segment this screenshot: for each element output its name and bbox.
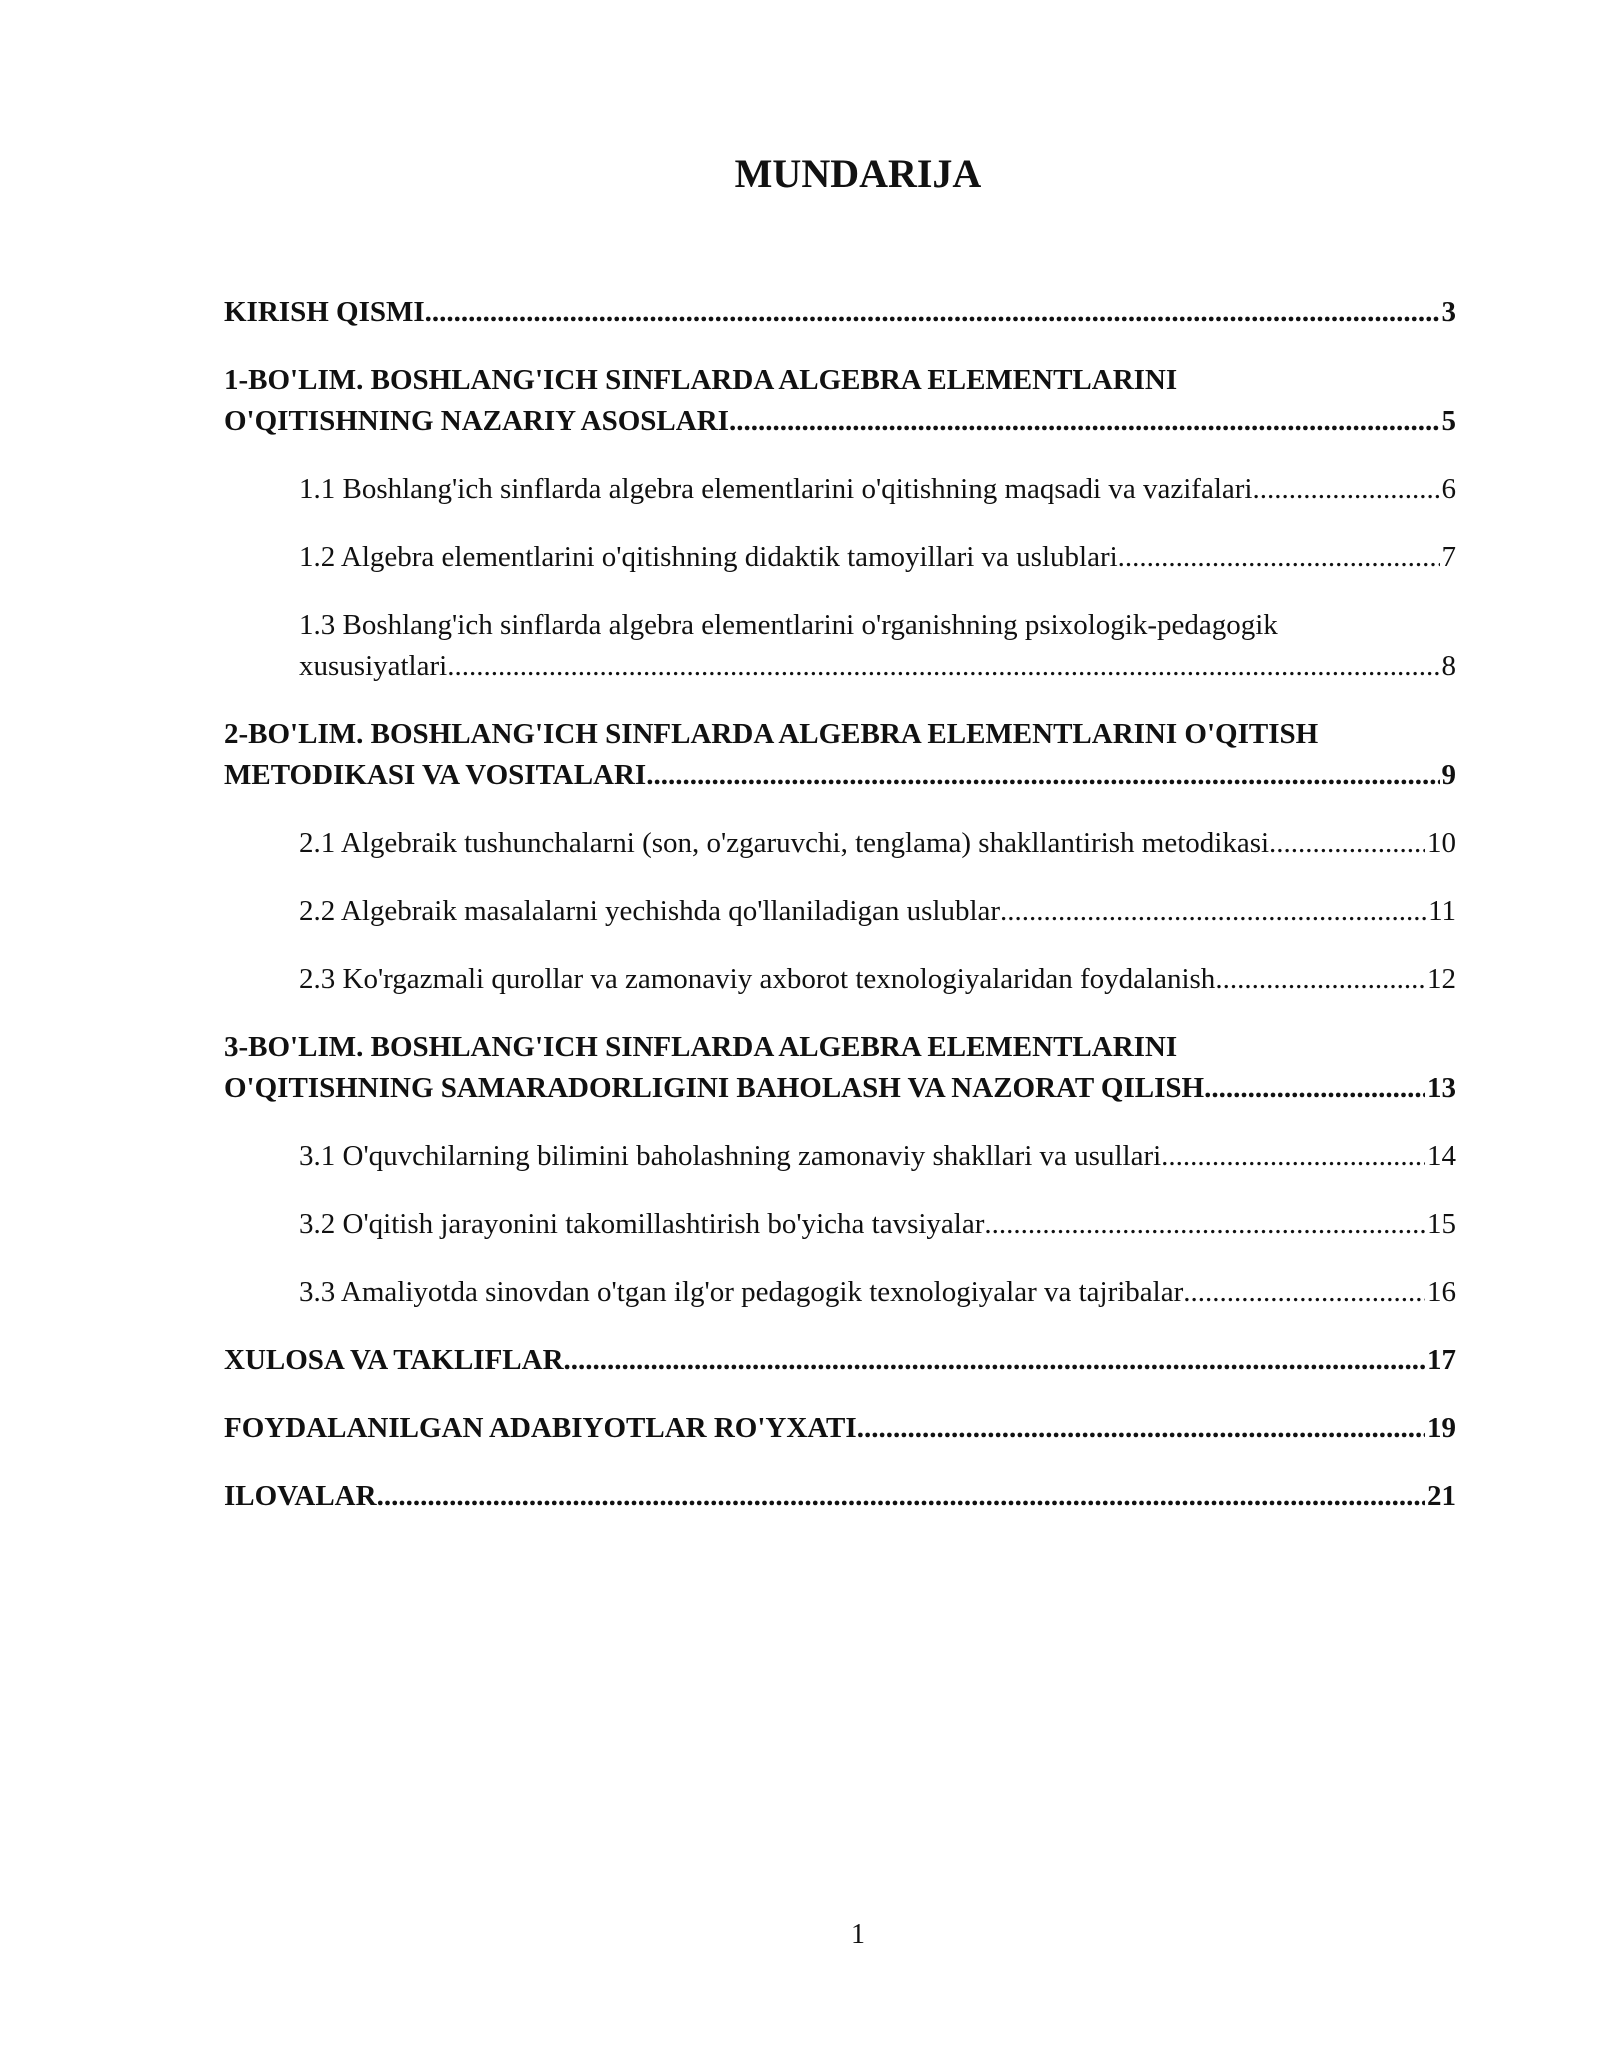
toc-entry[interactable] xyxy=(224,292,1456,333)
toc-entry[interactable] xyxy=(224,360,1456,442)
toc-dot-leader xyxy=(729,401,1440,442)
toc-page-number: 14 xyxy=(1427,1140,1456,1172)
toc-page-number: 6 xyxy=(1441,473,1456,505)
toc-page-number: 3 xyxy=(1441,296,1456,328)
page-number: 1 xyxy=(851,1919,865,1950)
toc-entry[interactable] xyxy=(224,1204,1456,1245)
toc-entry-line xyxy=(224,401,1456,442)
toc-dot-leader xyxy=(1183,1272,1425,1313)
toc-dot-leader xyxy=(1161,1136,1425,1177)
toc-entry-line xyxy=(224,1408,1456,1449)
toc-entry[interactable] xyxy=(224,1408,1456,1449)
toc-entry-text: XULOSA VA TAKLIFLAR xyxy=(224,1344,564,1376)
toc-entry[interactable] xyxy=(224,959,1456,1000)
toc-entry[interactable] xyxy=(224,714,1456,796)
toc-entry-line xyxy=(299,469,1456,510)
toc-dot-leader xyxy=(1215,959,1425,1000)
toc-entry-text: KIRISH QISMI xyxy=(224,296,425,328)
toc-entry[interactable] xyxy=(224,1027,1456,1109)
toc-entry-line xyxy=(224,755,1456,796)
toc-page-number: 10 xyxy=(1427,827,1456,859)
toc-entry-text: 1.3 Boshlang'ich sinflarda algebra elementlarini o'rganishning psixologik-pedagogik xyxy=(299,609,1278,641)
toc-entry[interactable] xyxy=(224,1272,1456,1313)
toc-entry-text: FOYDALANILGAN ADABIYOTLAR RO'YXATI xyxy=(224,1412,857,1444)
toc-page-number: 9 xyxy=(1441,759,1456,791)
toc-page-number: 16 xyxy=(1427,1276,1456,1308)
toc-entry-line xyxy=(299,959,1456,1000)
toc-entry-line xyxy=(299,537,1456,578)
toc-entry-line xyxy=(224,1068,1456,1109)
toc-entry-line xyxy=(299,1272,1456,1313)
page-title: MUNDARIJA xyxy=(734,151,982,196)
toc-entry-text: 2.2 Algebraik masalalarni yechishda qo'llaniladigan uslublar xyxy=(299,895,1001,927)
toc-entry-text: 3-BO'LIM. BOSHLANG'ICH SINFLARDA ALGEBRA ELEMENTLARINI xyxy=(224,1031,1178,1063)
toc-entry-text: 2.3 Ko'rgazmali qurollar va zamonaviy axborot texnologiyalaridan foydalanish xyxy=(299,963,1216,995)
toc-entry-text: 1-BO'LIM. BOSHLANG'ICH SINFLARDA ALGEBRA ELEMENTLARINI xyxy=(224,364,1178,396)
toc-dot-leader xyxy=(857,1408,1425,1449)
table-of-contents xyxy=(224,292,1456,1544)
toc-entry-text: 1.2 Algebra elementlarini o'qitishning didaktik tamoyillari va uslublari xyxy=(299,541,1118,573)
toc-entry[interactable] xyxy=(224,891,1456,932)
toc-dot-leader xyxy=(984,1204,1425,1245)
toc-entry-text: 3.3 Amaliyotda sinovdan o'tgan ilg'or pedagogik texnologiyalar va tajribalar xyxy=(299,1276,1184,1308)
toc-entry-line xyxy=(299,646,1456,687)
toc-dot-leader xyxy=(646,755,1439,796)
toc-dot-leader xyxy=(564,1340,1425,1381)
toc-entry[interactable] xyxy=(224,537,1456,578)
toc-entry-text: xususiyatlari xyxy=(299,650,448,682)
toc-entry-line xyxy=(224,292,1456,333)
toc-entry-line xyxy=(299,823,1456,864)
toc-dot-leader xyxy=(1252,469,1439,510)
toc-dot-leader xyxy=(447,646,1439,687)
toc-dot-leader xyxy=(377,1476,1425,1517)
toc-entry-text: 2.1 Algebraik tushunchalarni (son, o'zgaruvchi, tenglama) shakllantirish metodikasi xyxy=(299,827,1270,859)
toc-entry[interactable] xyxy=(224,1340,1456,1381)
toc-page-number: 11 xyxy=(1428,895,1456,927)
toc-page-number: 8 xyxy=(1441,650,1456,682)
toc-dot-leader xyxy=(425,292,1440,333)
toc-entry-line xyxy=(299,1204,1456,1245)
toc-entry-line xyxy=(224,1476,1456,1517)
toc-page-number: 5 xyxy=(1441,405,1456,437)
toc-entry[interactable] xyxy=(224,1136,1456,1177)
toc-entry-line xyxy=(224,1340,1456,1381)
toc-page-number: 17 xyxy=(1427,1344,1456,1376)
toc-entry-text: 1.1 Boshlang'ich sinflarda algebra elementlarini o'qitishning maqsadi va vazifalari xyxy=(299,473,1253,505)
toc-entry-text: O'QITISHNING SAMARADORLIGINI BAHOLASH VA NAZORAT QILISH xyxy=(224,1072,1205,1104)
toc-entry-text: ILOVALAR xyxy=(224,1480,377,1512)
toc-page-number: 21 xyxy=(1427,1480,1456,1512)
toc-dot-leader xyxy=(1118,537,1440,578)
toc-entry[interactable] xyxy=(224,469,1456,510)
toc-entry-line xyxy=(299,891,1456,932)
toc-entry-text: METODIKASI VA VOSITALARI xyxy=(224,759,647,791)
toc-page-number: 15 xyxy=(1427,1208,1456,1240)
toc-dot-leader xyxy=(1000,891,1426,932)
toc-entry[interactable] xyxy=(224,1476,1456,1517)
toc-dot-leader xyxy=(1269,823,1425,864)
toc-page-number: 19 xyxy=(1427,1412,1456,1444)
toc-entry-text: 3.2 O'qitish jarayonini takomillashtirish bo'yicha tavsiyalar xyxy=(299,1208,985,1240)
toc-entry[interactable] xyxy=(224,605,1456,687)
toc-entry-text: 2-BO'LIM. BOSHLANG'ICH SINFLARDA ALGEBRA ELEMENTLARINI O'QITISH xyxy=(224,718,1319,750)
toc-entry-text: 3.1 O'quvchilarning bilimini baholashning zamonaviy shakllari va usullari xyxy=(299,1140,1162,1172)
toc-entry-text: O'QITISHNING NAZARIY ASOSLARI xyxy=(224,405,729,437)
toc-entry[interactable] xyxy=(224,823,1456,864)
toc-entry-line xyxy=(299,1136,1456,1177)
toc-page-number: 7 xyxy=(1441,541,1456,573)
toc-page-number: 13 xyxy=(1427,1072,1456,1104)
toc-dot-leader xyxy=(1204,1068,1425,1109)
toc-page-number: 12 xyxy=(1427,963,1456,995)
